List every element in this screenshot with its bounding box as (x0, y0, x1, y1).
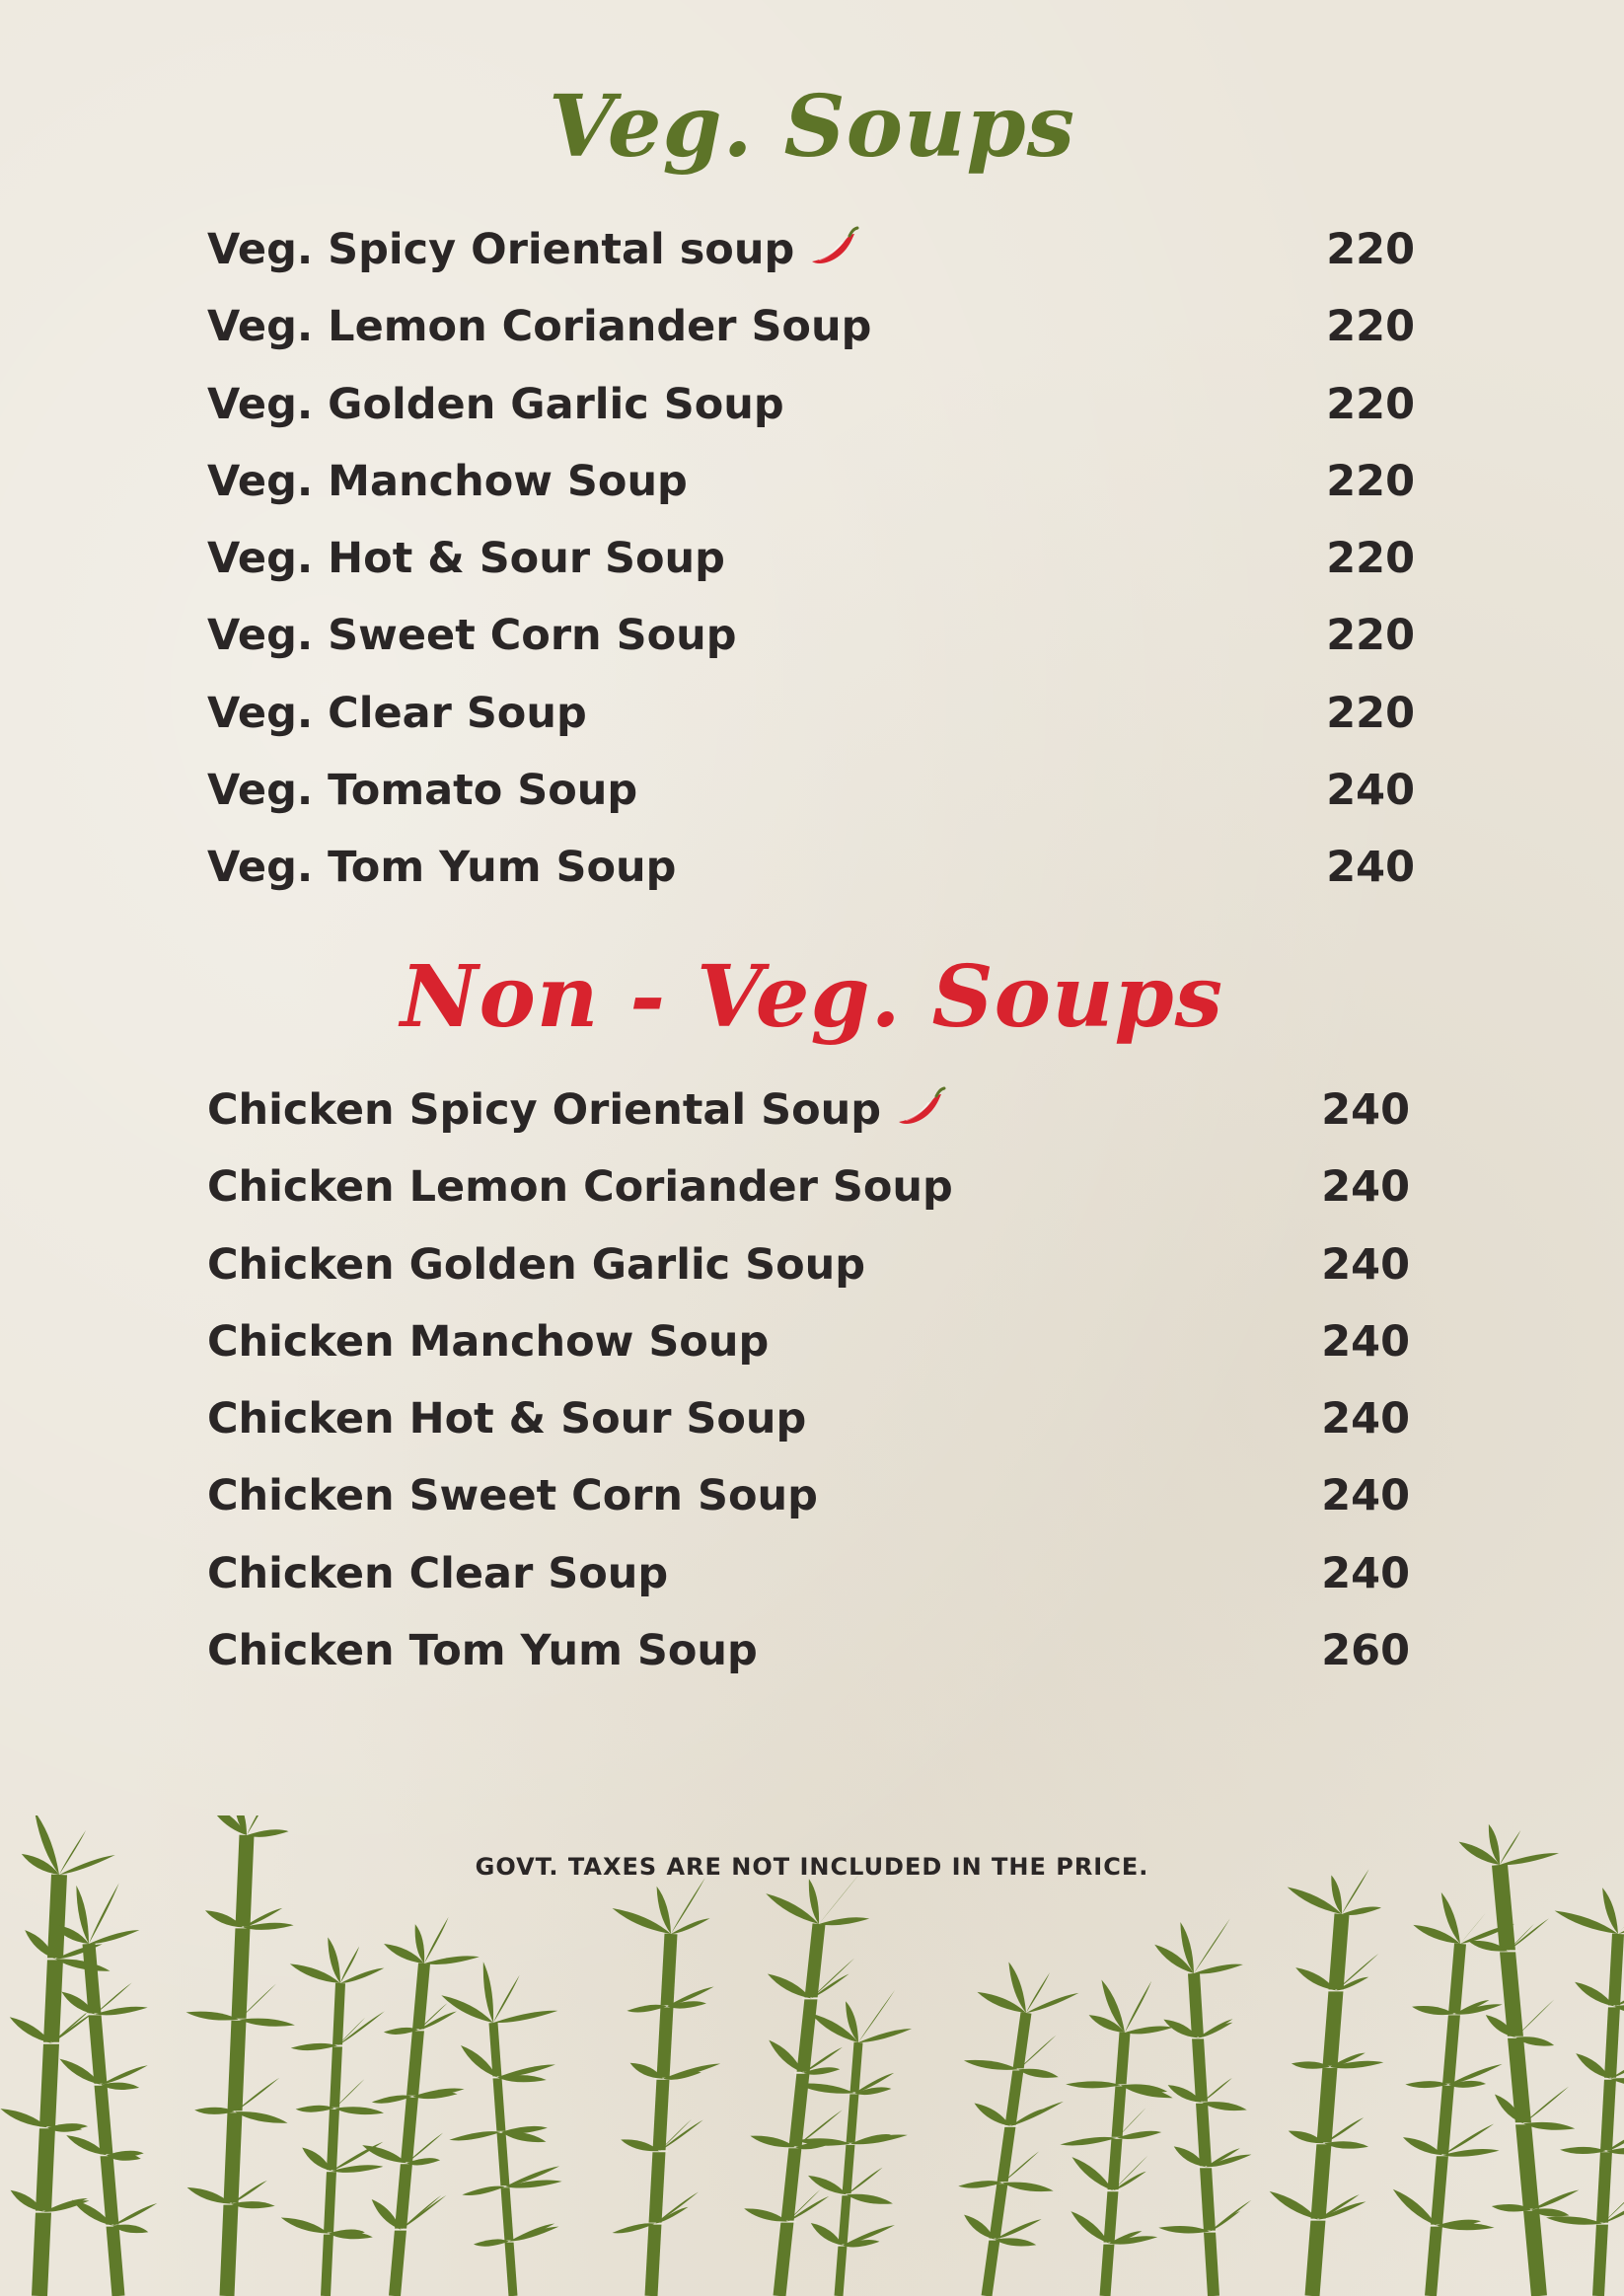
bamboo-illustration (0, 1815, 1624, 2296)
bamboo-stalk (1154, 1918, 1251, 2296)
bamboo-stalk (53, 1884, 158, 2296)
menu-item (207, 520, 1415, 597)
item-name-text: Chicken Clear Soup (207, 1548, 669, 1598)
menu-item (207, 752, 1415, 829)
item-name-text: Chicken Golden Garlic Soup (207, 1239, 866, 1290)
menu-item (207, 1535, 1410, 1612)
item-price: 220 (1326, 611, 1415, 661)
item-price: 220 (1326, 225, 1415, 274)
bamboo-stalk (796, 1990, 912, 2296)
item-name-text: Chicken Hot & Sour Soup (207, 1394, 807, 1444)
item-price: 240 (1326, 843, 1415, 893)
chili-icon (806, 226, 859, 267)
item-name-text: Veg. Sweet Corn Soup (207, 611, 737, 661)
item-name (207, 288, 871, 365)
item-price: 260 (1321, 1626, 1410, 1676)
item-name-text: Veg. Manchow Soup (207, 456, 688, 506)
item-price: 220 (1326, 456, 1415, 506)
item-price: 240 (1321, 1316, 1410, 1367)
item-name (207, 1535, 668, 1612)
tax-note: GOVT. TAXES ARE NOT INCLUDED IN THE PRICE. (475, 1853, 1149, 1881)
item-name (207, 1612, 758, 1689)
menu-item (207, 1303, 1410, 1380)
item-name (207, 597, 737, 674)
item-price: 240 (1321, 1085, 1410, 1135)
item-name-text: Chicken Manchow Soup (207, 1316, 770, 1367)
item-name (207, 443, 688, 520)
item-name (207, 1380, 806, 1457)
menu-item (207, 829, 1415, 906)
menu-item (207, 1072, 1410, 1148)
item-price: 240 (1321, 1162, 1410, 1213)
item-name-text: Veg. Clear Soup (207, 688, 587, 738)
bamboo-stalk (1270, 1869, 1384, 2296)
item-name (207, 1457, 818, 1534)
item-name-text: Chicken Tom Yum Soup (207, 1626, 758, 1676)
item-name-text: Veg. Lemon Coriander Soup (207, 302, 872, 352)
item-name-text: Veg. Hot & Sour Soup (207, 534, 725, 584)
bamboo-stalk (1393, 1892, 1514, 2296)
item-name-text: Veg. Spicy Oriental soup (207, 225, 795, 274)
item-name-text: Chicken Lemon Coriander Soup (207, 1162, 953, 1213)
item-name-text: Chicken Spicy Oriental Soup (207, 1085, 882, 1135)
bamboo-stalk (958, 1962, 1078, 2296)
item-name-text: Veg. Golden Garlic Soup (207, 379, 784, 429)
chili-icon (893, 1086, 946, 1128)
item-name (207, 1226, 865, 1303)
item-name-text: Veg. Tomato Soup (207, 766, 638, 816)
item-name (207, 675, 587, 752)
bamboo-stalk (362, 1917, 480, 2296)
bamboo-stalk (441, 1962, 561, 2296)
menu-item (207, 1457, 1410, 1534)
menu-item (207, 288, 1415, 365)
menu-item (207, 1380, 1410, 1457)
menu-item (207, 1148, 1410, 1225)
item-name (207, 1072, 946, 1148)
item-price: 240 (1326, 766, 1415, 816)
bamboo-stalk (281, 1937, 385, 2296)
bamboo-stalk (186, 1815, 295, 2296)
item-price: 240 (1321, 1548, 1410, 1598)
item-price: 220 (1326, 302, 1415, 352)
menu-item (207, 366, 1415, 443)
bamboo-stalk (1546, 1885, 1624, 2296)
bamboo-stalk (612, 1878, 720, 2296)
item-price: 220 (1326, 379, 1415, 429)
item-name (207, 211, 859, 288)
item-price: 240 (1321, 1239, 1410, 1290)
item-price: 240 (1321, 1471, 1410, 1521)
menu-item (207, 211, 1415, 288)
item-name (207, 752, 637, 829)
item-name (207, 1148, 953, 1225)
veg-soups-title: Veg. Soups (548, 77, 1076, 177)
menu-item (207, 443, 1415, 520)
menu-item (207, 597, 1415, 674)
item-name (207, 520, 725, 597)
item-name-text: Veg. Tom Yum Soup (207, 843, 677, 893)
menu-item (207, 1226, 1410, 1303)
bamboo-stalk (1060, 1979, 1172, 2296)
menu-item (207, 675, 1415, 752)
item-price: 220 (1326, 688, 1415, 738)
item-name (207, 1303, 769, 1380)
veg-soups-list (207, 211, 1415, 907)
item-price: 220 (1326, 534, 1415, 584)
nonveg-soups-list (207, 1072, 1410, 1689)
nonveg-soups-title: Non - Veg. Soups (400, 947, 1224, 1047)
item-name-text: Chicken Sweet Corn Soup (207, 1471, 818, 1521)
item-name (207, 366, 784, 443)
menu-item (207, 1612, 1410, 1689)
item-price: 240 (1321, 1394, 1410, 1444)
item-name (207, 829, 676, 906)
